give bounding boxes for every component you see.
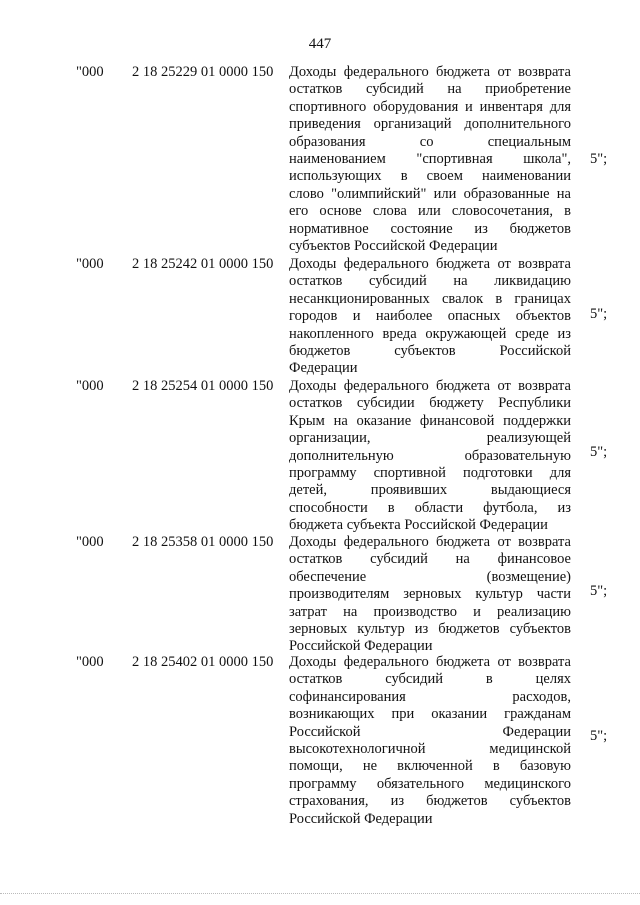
description-line: софинансирования расходов, [289,688,571,705]
description-line: образования со специальным [289,133,571,150]
description-line: дополнительную образовательную [289,447,571,464]
description-line: высокотехнологичной медицинской [289,740,571,757]
entry-description [289,654,571,828]
description-line: остатков субсидий в целях [289,671,571,688]
entry-description [289,378,571,535]
description-line: остатков субсидии бюджету Республики [289,395,571,412]
description-line: приведения организаций дополнительного [289,116,571,133]
description-line: Доходы федерального бюджета от возврата [289,256,571,272]
budget-classification-code: 2 18 25254 01 0000 150 [132,378,274,394]
budget-classification-code: 2 18 25229 01 0000 150 [132,64,274,80]
entry-description [289,256,571,378]
budget-classification-code: 2 18 25242 01 0000 150 [132,256,274,272]
description-line: субъектов Российской Федерации [289,237,498,254]
description-line: детей, проявивших выдающиеся [289,482,571,499]
description-line: слово "олимпийский" или образованные на [289,185,571,202]
description-line: несанкционированных свалок в границах [289,290,571,307]
description-line: накопленного вреда окружающей среде из [289,325,571,342]
description-line: Доходы федерального бюджета от возврата [289,64,571,80]
description-line: Доходы федерального бюджета от возврата [289,534,571,550]
entry-suffix: 5"; [590,151,608,167]
description-line: программу обязательного медицинского [289,775,571,792]
description-line: обеспечение (возмещение) [289,568,571,585]
entry-suffix: 5"; [590,306,608,322]
description-line: Крым на оказание финансовой поддержки [289,412,571,429]
description-line: его основе слова или словосочетания, в [289,203,571,220]
description-line: остатков субсидий на ликвидацию [289,273,571,290]
description-line: остатков субсидий на финансовое [289,551,571,568]
description-line: остатков субсидий на приобретение [289,81,571,98]
description-line: бюджетов субъектов Российской [289,342,571,359]
description-line: Доходы федерального бюджета от возврата [289,378,571,394]
admin-code: "000 [76,64,104,80]
description-line: возникающих при оказании гражданам [289,706,571,723]
entry-description [289,534,571,656]
entry-description [289,64,571,255]
budget-classification-code: 2 18 25358 01 0000 150 [132,534,274,550]
description-line: Федерации [289,360,358,377]
description-line: бюджета субъекта Российской Федерации [289,517,548,534]
bottom-divider [0,893,640,895]
description-line: спортивного оборудования и инвентаря для [289,98,571,115]
description-line: зерновых культур из бюджетов субъектов [289,620,571,637]
description-line: организации, реализующей [289,430,571,447]
description-line: способности в области футбола, из [289,499,571,516]
description-line: использующих в своем наименовании [289,168,571,185]
description-line: затрат на производство и реализацию [289,603,571,620]
description-line: программу спортивной подготовки для [289,464,571,481]
description-line: страхования, из бюджетов субъектов [289,793,571,810]
description-line: наименованием "спортивная школа", [289,150,571,167]
description-line: нормативное состояние из бюджетов [289,220,571,237]
admin-code: "000 [76,378,104,394]
description-line: Российской Федерации [289,723,571,740]
description-line: городов и наиболее опасных объектов [289,308,571,325]
entry-suffix: 5"; [590,728,608,744]
budget-classification-code: 2 18 25402 01 0000 150 [132,654,274,670]
description-line: Доходы федерального бюджета от возврата [289,654,571,670]
entry-suffix: 5"; [590,583,608,599]
admin-code: "000 [76,654,104,670]
page-number: 447 [308,36,332,52]
admin-code: "000 [76,256,104,272]
description-line: Российской Федерации [289,638,433,655]
admin-code: "000 [76,534,104,550]
entry-suffix: 5"; [590,444,608,460]
description-line: помощи, не включенной в базовую [289,758,571,775]
description-line: производителям зерновых культур части [289,586,571,603]
description-line: Российской Федерации [289,810,433,827]
